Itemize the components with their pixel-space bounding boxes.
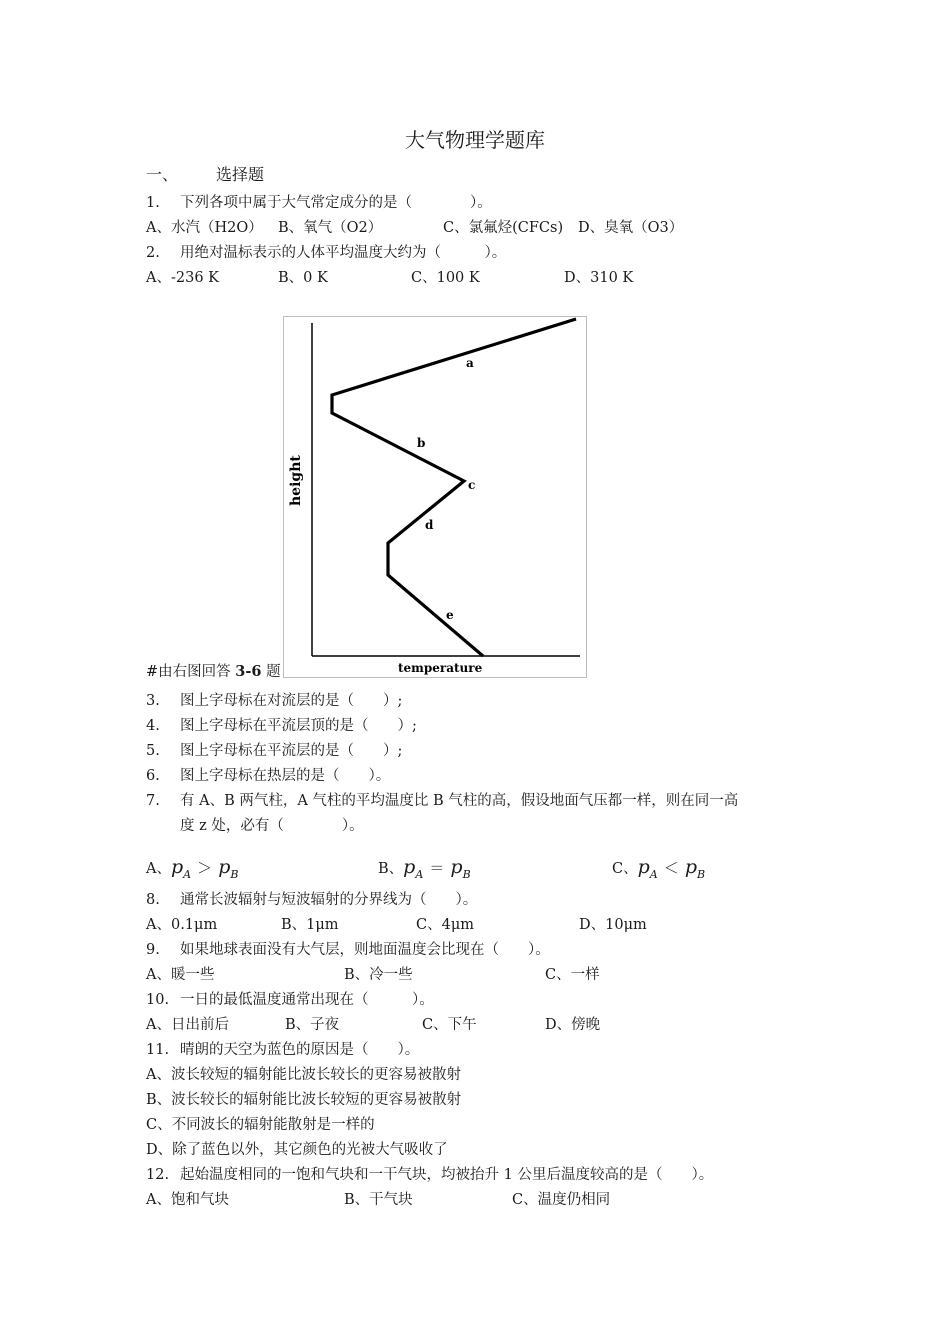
- question-11-option-c: C、不同波长的辐射能散射是一样的: [146, 1117, 375, 1133]
- option-d: D、臭氧（O3）: [578, 220, 684, 236]
- question-number: 1.: [146, 195, 160, 211]
- subscript: A: [649, 867, 658, 881]
- option-b: B、冷一些: [344, 967, 413, 983]
- question-number: 12.: [146, 1167, 170, 1183]
- subscript: B: [462, 867, 471, 881]
- question-4: [146, 716, 417, 736]
- option-b: B、0 K: [278, 270, 328, 286]
- subscript: A: [183, 867, 192, 881]
- symbol-p: p: [684, 856, 698, 878]
- option-c: C、4μm: [416, 917, 474, 933]
- question-11-option-a: A、波长较短的辐射能比波长较长的更容易被散射: [146, 1067, 461, 1083]
- question-text: 图上字母标在热层的是（ ）。: [180, 768, 391, 784]
- option-a: A、饱和气块: [146, 1192, 229, 1208]
- operator: ＜: [663, 859, 679, 877]
- figure-note-range: 3-6: [235, 663, 262, 680]
- question-2: [146, 243, 506, 263]
- segment-label-c: c: [468, 478, 476, 492]
- option-b: B、子夜: [285, 1017, 340, 1033]
- page-title: 大气物理学题库: [405, 128, 545, 152]
- segment-label-a: a: [466, 356, 474, 370]
- option-prefix: B、: [378, 861, 404, 877]
- option-c: C、温度仍相同: [512, 1192, 611, 1208]
- question-text: 图上字母标在平流层的是（ ）;: [180, 743, 403, 759]
- option-a: [146, 857, 238, 885]
- question-text: 有 A、B 两气柱，A 气柱的平均温度比 B 气柱的高，假设地面气压都一样，则在同一高: [180, 793, 739, 809]
- question-11: [146, 1040, 419, 1060]
- operator: ＞: [197, 859, 213, 877]
- option-c: C、下午: [422, 1017, 477, 1033]
- option-c: C、一样: [545, 967, 600, 983]
- formula: [403, 856, 471, 881]
- question-number: 6.: [146, 768, 160, 784]
- option-c: C、氯氟烃(CFCs): [443, 220, 564, 236]
- question-text: 晴朗的天空为蓝色的原因是（ ）。: [180, 1042, 420, 1058]
- question-11-option-d: D、除了蓝色以外，其它颜色的光被大气吸收了: [146, 1142, 448, 1158]
- option-d: D、10μm: [579, 917, 647, 933]
- option-b: [378, 857, 471, 885]
- formula: [170, 856, 239, 881]
- figure-note-prefix: #由右图回答: [146, 664, 236, 680]
- question-text: 图上字母标在对流层的是（ ）;: [180, 693, 403, 709]
- symbol-p: p: [637, 856, 650, 878]
- symbol-p: p: [218, 856, 231, 878]
- x-axis-label: temperature: [398, 661, 483, 675]
- question-number: 4.: [146, 718, 160, 734]
- temperature-profile-line: [332, 319, 576, 656]
- option-a: A、日出前后: [146, 1017, 229, 1033]
- option-a: A、暖一些: [146, 967, 215, 983]
- subscript: B: [230, 867, 239, 881]
- option-a: A、水汽（H2O）: [146, 220, 263, 236]
- option-b: B、干气块: [344, 1192, 413, 1208]
- question-text: 图上字母标在平流层顶的是（ ）;: [180, 718, 417, 734]
- question-text: 如果地球表面没有大气层，则地面温度会比现在（ ）。: [180, 942, 550, 958]
- question-number: 2.: [146, 245, 160, 261]
- question-3: [146, 691, 402, 711]
- option-b: B、1μm: [281, 917, 339, 933]
- option-a: A、-236 K: [146, 270, 219, 286]
- question-text: 一日的最低温度通常出现在（ ）。: [180, 992, 434, 1008]
- question-number: 5.: [146, 743, 160, 759]
- question-7-continuation: 度 z 处，必有（ ）。: [180, 818, 364, 834]
- segment-label-d: d: [425, 518, 434, 532]
- question-5: [146, 741, 402, 761]
- atmosphere-temperature-profile-figure: [283, 316, 587, 678]
- question-7: [146, 791, 738, 811]
- option-b: B、氧气（O2）: [278, 220, 383, 236]
- question-1: [146, 193, 492, 213]
- section-heading: [146, 165, 264, 185]
- question-number: 10.: [146, 992, 170, 1008]
- option-a: A、0.1μm: [146, 917, 218, 933]
- segment-label-e: e: [446, 608, 454, 622]
- question-6: [146, 766, 390, 786]
- figure-note: [146, 662, 281, 682]
- question-text: 用绝对温标表示的人体平均温度大约为（ ）。: [180, 245, 507, 261]
- option-prefix: C、: [612, 861, 638, 877]
- symbol-p: p: [170, 856, 184, 878]
- y-axis-label: height: [288, 455, 304, 506]
- option-c: C、100 K: [411, 270, 480, 286]
- subscript: B: [697, 867, 706, 881]
- subscript: A: [415, 867, 424, 881]
- question-12: [146, 1165, 713, 1185]
- symbol-p: p: [450, 856, 463, 878]
- segment-label-b: b: [417, 436, 426, 450]
- symbol-p: p: [403, 856, 416, 878]
- option-d: D、傍晚: [545, 1017, 601, 1033]
- question-text: 通常长波辐射与短波辐射的分界线为（ ）。: [180, 892, 478, 908]
- formula: [637, 856, 706, 881]
- option-c: [612, 857, 705, 885]
- question-11-option-b: B、波长较长的辐射能比波长较短的更容易被散射: [146, 1092, 462, 1108]
- question-10: [146, 990, 434, 1010]
- question-text: 下列各项中属于大气常定成分的是（ ）。: [180, 195, 492, 211]
- question-number: 9.: [146, 942, 160, 958]
- question-8: [146, 890, 477, 910]
- option-prefix: A、: [146, 861, 171, 877]
- question-number: 3.: [146, 693, 160, 709]
- question-9: [146, 940, 550, 960]
- question-number: 11.: [146, 1042, 170, 1058]
- profile-diagram: [284, 317, 586, 677]
- question-number: 7.: [146, 793, 160, 809]
- operator: ＝: [429, 859, 445, 877]
- question-number: 8.: [146, 892, 160, 908]
- figure-note-suffix: 题: [261, 664, 281, 680]
- section-label: 选择题: [216, 165, 265, 184]
- section-number: 一、: [146, 165, 179, 184]
- option-d: D、310 K: [564, 270, 634, 286]
- question-text: 起始温度相同的一饱和气块和一干气块，均被抬升 1 公里后温度较高的是（ ）。: [180, 1167, 714, 1183]
